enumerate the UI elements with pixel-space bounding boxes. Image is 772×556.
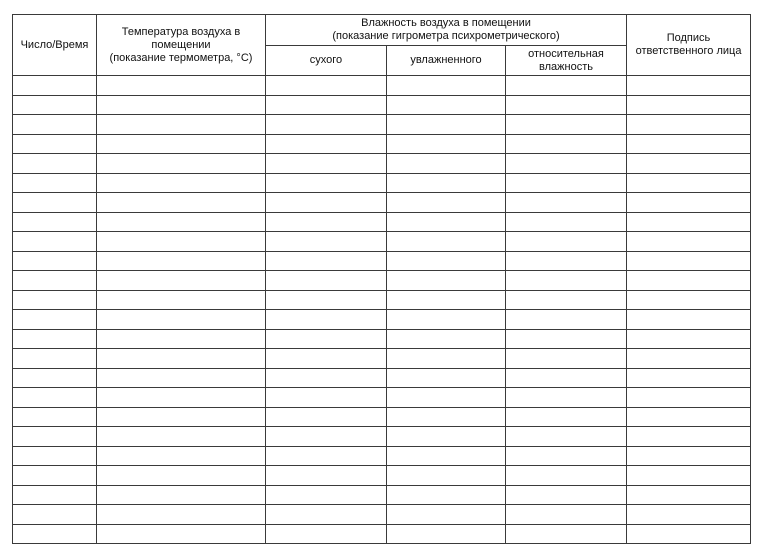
cell-temperature[interactable] (97, 232, 266, 252)
cell-relative-humidity[interactable] (506, 505, 627, 525)
cell-relative-humidity[interactable] (506, 368, 627, 388)
table-row (13, 212, 751, 232)
cell-temperature[interactable] (97, 524, 266, 544)
cell-dry[interactable] (266, 115, 387, 135)
cell-signature[interactable] (627, 173, 751, 193)
cell-date-time[interactable] (13, 290, 97, 310)
cell-temperature[interactable] (97, 349, 266, 369)
cell-signature[interactable] (627, 95, 751, 115)
cell-dry[interactable] (266, 212, 387, 232)
cell-temperature[interactable] (97, 427, 266, 447)
table-row (13, 349, 751, 369)
cell-dry[interactable] (266, 173, 387, 193)
table-row (13, 310, 751, 330)
cell-signature[interactable] (627, 232, 751, 252)
cell-signature[interactable] (627, 407, 751, 427)
cell-wet[interactable] (387, 349, 506, 369)
cell-dry[interactable] (266, 446, 387, 466)
cell-dry[interactable] (266, 485, 387, 505)
cell-relative-humidity[interactable] (506, 290, 627, 310)
table-row (13, 368, 751, 388)
cell-temperature[interactable] (97, 115, 266, 135)
cell-date-time[interactable] (13, 388, 97, 408)
cell-relative-humidity[interactable] (506, 154, 627, 174)
cell-date-time[interactable] (13, 232, 97, 252)
cell-relative-humidity[interactable] (506, 524, 627, 544)
cell-relative-humidity[interactable] (506, 310, 627, 330)
cell-temperature[interactable] (97, 310, 266, 330)
cell-wet[interactable] (387, 76, 506, 96)
cell-dry[interactable] (266, 76, 387, 96)
cell-relative-humidity[interactable] (506, 349, 627, 369)
cell-temperature[interactable] (97, 290, 266, 310)
cell-wet[interactable] (387, 193, 506, 213)
cell-dry[interactable] (266, 134, 387, 154)
cell-signature[interactable] (627, 271, 751, 291)
cell-wet[interactable] (387, 251, 506, 271)
cell-wet[interactable] (387, 115, 506, 135)
cell-signature[interactable] (627, 466, 751, 486)
table-row (13, 446, 751, 466)
cell-date-time[interactable] (13, 329, 97, 349)
cell-relative-humidity[interactable] (506, 76, 627, 96)
cell-signature[interactable] (627, 505, 751, 525)
cell-dry[interactable] (266, 193, 387, 213)
table-row (13, 232, 751, 252)
cell-wet[interactable] (387, 134, 506, 154)
cell-dry[interactable] (266, 95, 387, 115)
table-row (13, 329, 751, 349)
cell-wet[interactable] (387, 505, 506, 525)
cell-signature[interactable] (627, 485, 751, 505)
column-header-signature: Подпись ответственного лица (627, 15, 751, 76)
cell-date-time[interactable] (13, 154, 97, 174)
header-row-top (13, 15, 751, 46)
cell-dry[interactable] (266, 407, 387, 427)
table-row (13, 76, 751, 96)
cell-temperature[interactable] (97, 446, 266, 466)
cell-signature[interactable] (627, 524, 751, 544)
cell-wet[interactable] (387, 485, 506, 505)
table-row (13, 466, 751, 486)
cell-relative-humidity[interactable] (506, 193, 627, 213)
cell-signature[interactable] (627, 134, 751, 154)
cell-wet[interactable] (387, 154, 506, 174)
cell-signature[interactable] (627, 329, 751, 349)
cell-signature[interactable] (627, 349, 751, 369)
cell-temperature[interactable] (97, 505, 266, 525)
cell-temperature[interactable] (97, 485, 266, 505)
cell-date-time[interactable] (13, 368, 97, 388)
cell-relative-humidity[interactable] (506, 115, 627, 135)
cell-relative-humidity[interactable] (506, 271, 627, 291)
cell-relative-humidity[interactable] (506, 232, 627, 252)
cell-signature[interactable] (627, 310, 751, 330)
cell-relative-humidity[interactable] (506, 134, 627, 154)
table-row (13, 388, 751, 408)
cell-signature[interactable] (627, 251, 751, 271)
cell-wet[interactable] (387, 524, 506, 544)
table-row (13, 271, 751, 291)
table-body (13, 76, 751, 544)
cell-dry[interactable] (266, 349, 387, 369)
cell-temperature[interactable] (97, 368, 266, 388)
cell-wet[interactable] (387, 232, 506, 252)
cell-date-time[interactable] (13, 251, 97, 271)
cell-dry[interactable] (266, 251, 387, 271)
table-row (13, 95, 751, 115)
cell-wet[interactable] (387, 466, 506, 486)
table-row (13, 505, 751, 525)
column-header-relative-humidity: относительная влажность (506, 46, 627, 76)
cell-temperature[interactable] (97, 466, 266, 486)
cell-date-time[interactable] (13, 76, 97, 96)
cell-relative-humidity[interactable] (506, 329, 627, 349)
cell-date-time[interactable] (13, 466, 97, 486)
cell-signature[interactable] (627, 154, 751, 174)
table-row (13, 427, 751, 447)
column-header-date-time: Число/Время (13, 15, 97, 76)
cell-temperature[interactable] (97, 388, 266, 408)
column-header-temperature: Температура воздуха в помещении (показание термометра, °С) (97, 15, 266, 76)
table-row (13, 154, 751, 174)
cell-dry[interactable] (266, 310, 387, 330)
cell-date-time[interactable] (13, 271, 97, 291)
cell-temperature[interactable] (97, 251, 266, 271)
cell-temperature[interactable] (97, 173, 266, 193)
column-header-dry: сухого (266, 46, 387, 76)
cell-date-time[interactable] (13, 524, 97, 544)
cell-dry[interactable] (266, 388, 387, 408)
cell-dry[interactable] (266, 154, 387, 174)
cell-dry[interactable] (266, 427, 387, 447)
cell-temperature[interactable] (97, 193, 266, 213)
cell-dry[interactable] (266, 368, 387, 388)
cell-dry[interactable] (266, 329, 387, 349)
cell-date-time[interactable] (13, 485, 97, 505)
table-row (13, 173, 751, 193)
cell-date-time[interactable] (13, 134, 97, 154)
table-row (13, 485, 751, 505)
cell-date-time[interactable] (13, 95, 97, 115)
cell-relative-humidity[interactable] (506, 466, 627, 486)
cell-temperature[interactable] (97, 76, 266, 96)
table-row (13, 407, 751, 427)
cell-relative-humidity[interactable] (506, 173, 627, 193)
cell-signature[interactable] (627, 290, 751, 310)
cell-wet[interactable] (387, 329, 506, 349)
cell-dry[interactable] (266, 466, 387, 486)
cell-temperature[interactable] (97, 407, 266, 427)
cell-relative-humidity[interactable] (506, 95, 627, 115)
cell-relative-humidity[interactable] (506, 251, 627, 271)
cell-wet[interactable] (387, 407, 506, 427)
table-row (13, 251, 751, 271)
cell-temperature[interactable] (97, 154, 266, 174)
cell-date-time[interactable] (13, 505, 97, 525)
table-row (13, 115, 751, 135)
cell-relative-humidity[interactable] (506, 407, 627, 427)
table-row (13, 524, 751, 544)
cell-date-time[interactable] (13, 173, 97, 193)
table-row (13, 290, 751, 310)
cell-dry[interactable] (266, 524, 387, 544)
cell-wet[interactable] (387, 271, 506, 291)
cell-relative-humidity[interactable] (506, 446, 627, 466)
cell-dry[interactable] (266, 271, 387, 291)
cell-temperature[interactable] (97, 329, 266, 349)
cell-date-time[interactable] (13, 212, 97, 232)
cell-wet[interactable] (387, 368, 506, 388)
cell-signature[interactable] (627, 212, 751, 232)
column-header-wet: увлажненного (387, 46, 506, 76)
cell-wet[interactable] (387, 173, 506, 193)
cell-signature[interactable] (627, 193, 751, 213)
cell-date-time[interactable] (13, 310, 97, 330)
cell-relative-humidity[interactable] (506, 427, 627, 447)
cell-relative-humidity[interactable] (506, 388, 627, 408)
cell-date-time[interactable] (13, 349, 97, 369)
cell-wet[interactable] (387, 212, 506, 232)
cell-relative-humidity[interactable] (506, 212, 627, 232)
table-header (13, 15, 751, 76)
cell-signature[interactable] (627, 446, 751, 466)
cell-date-time[interactable] (13, 446, 97, 466)
cell-signature[interactable] (627, 368, 751, 388)
cell-date-time[interactable] (13, 193, 97, 213)
cell-dry[interactable] (266, 290, 387, 310)
cell-date-time[interactable] (13, 407, 97, 427)
cell-wet[interactable] (387, 310, 506, 330)
cell-date-time[interactable] (13, 427, 97, 447)
cell-wet[interactable] (387, 446, 506, 466)
cell-relative-humidity[interactable] (506, 485, 627, 505)
cell-wet[interactable] (387, 290, 506, 310)
cell-signature[interactable] (627, 427, 751, 447)
cell-temperature[interactable] (97, 95, 266, 115)
cell-signature[interactable] (627, 115, 751, 135)
cell-dry[interactable] (266, 505, 387, 525)
cell-signature[interactable] (627, 76, 751, 96)
column-header-humidity-group: Влажность воздуха в помещении (показание гигрометра психрометрического) (266, 15, 627, 46)
cell-dry[interactable] (266, 232, 387, 252)
cell-wet[interactable] (387, 388, 506, 408)
table-row (13, 193, 751, 213)
cell-wet[interactable] (387, 95, 506, 115)
table-row (13, 134, 751, 154)
cell-signature[interactable] (627, 388, 751, 408)
cell-date-time[interactable] (13, 115, 97, 135)
cell-wet[interactable] (387, 427, 506, 447)
cell-temperature[interactable] (97, 271, 266, 291)
cell-temperature[interactable] (97, 212, 266, 232)
cell-temperature[interactable] (97, 134, 266, 154)
humidity-temperature-log-table (12, 14, 751, 544)
